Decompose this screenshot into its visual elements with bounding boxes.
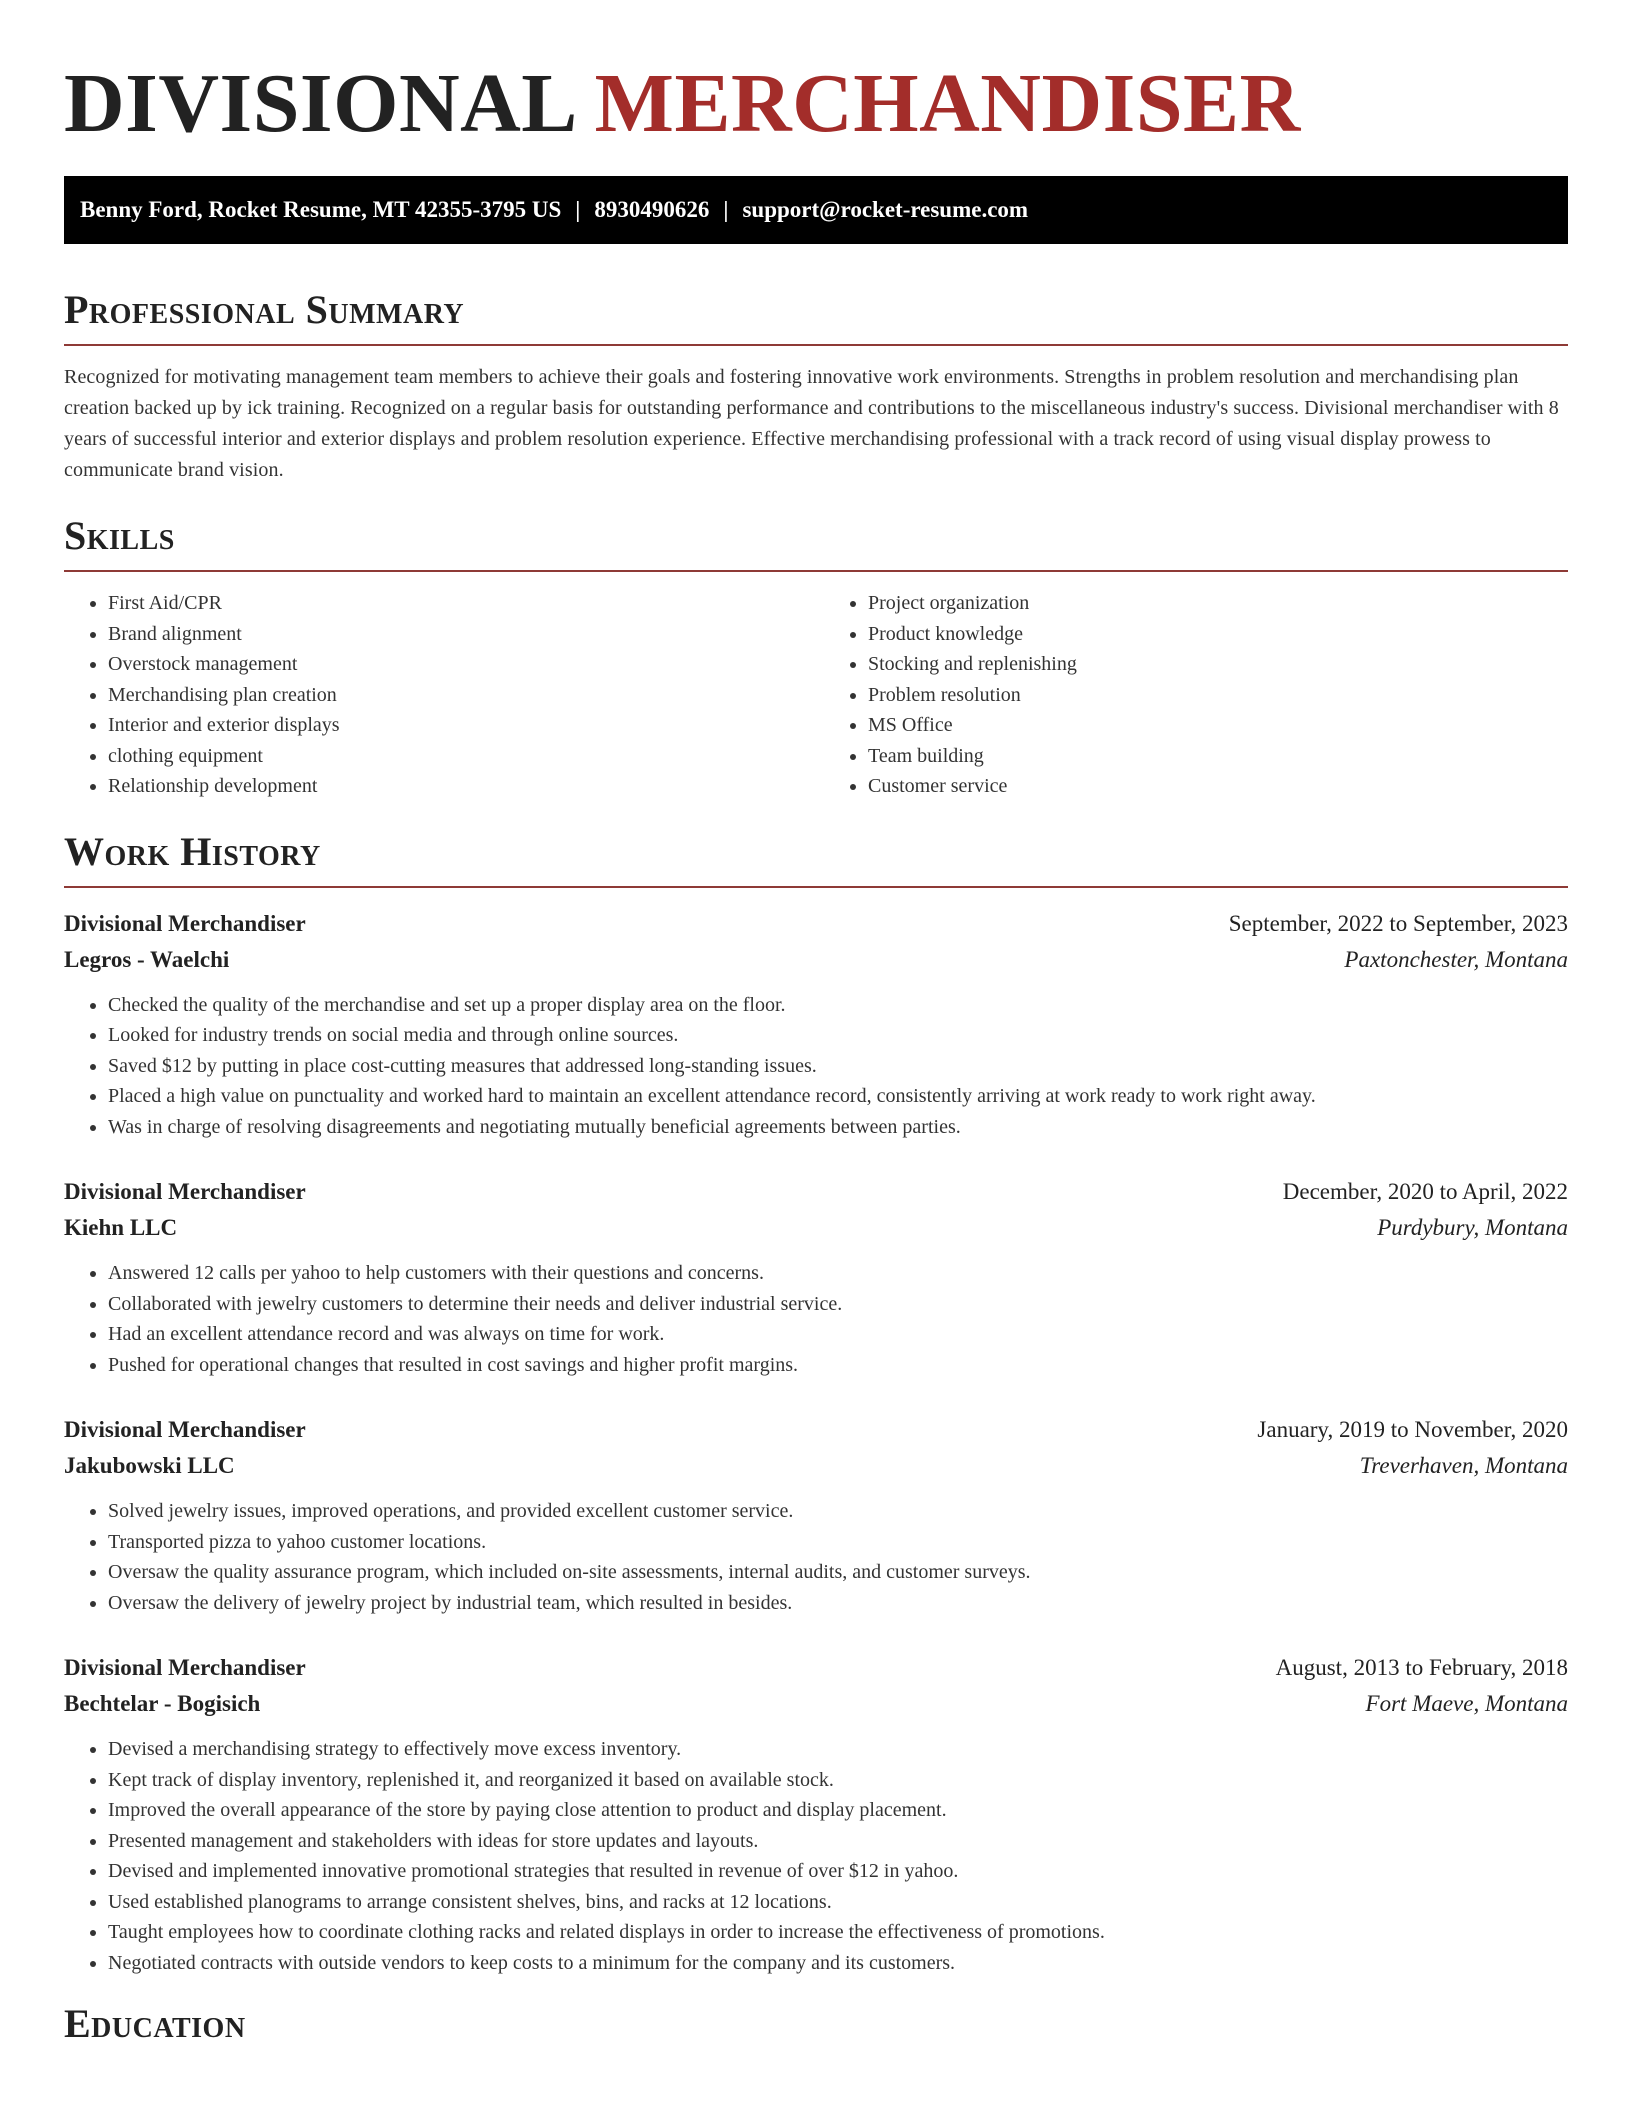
job-company: Legros - Waelchi xyxy=(64,946,230,972)
job-entry xyxy=(64,1650,1568,1978)
skill-item: • Product knowledge xyxy=(868,619,1564,650)
job-bullet: • Oversaw the delivery of jewelry project by industrial team, which resulted in besides. xyxy=(108,1588,1568,1619)
skill-item: • Team building xyxy=(868,741,1564,772)
job-bullet: • Answered 12 calls per yahoo to help customers with their questions and concerns. xyxy=(108,1258,1568,1289)
job-bullet: • Devised a merchandising strategy to effectively move excess inventory. xyxy=(108,1734,1568,1765)
job-entry xyxy=(64,906,1568,1143)
work-history-heading: Work History xyxy=(64,828,1568,888)
job-bullet: • Pushed for operational changes that resulted in cost savings and higher profit margins. xyxy=(108,1350,1568,1381)
skill-item: • Customer service xyxy=(868,771,1564,802)
job-bullet: • Collaborated with jewelry customers to determine their needs and deliver industrial service. xyxy=(108,1289,1568,1320)
job-location: Treverhaven, Montana xyxy=(1359,1453,1568,1478)
skill-item: • Relationship development xyxy=(108,771,804,802)
contact-separator: | xyxy=(575,197,581,222)
skill-item: • Project organization xyxy=(868,588,1564,619)
job-bullet: • Taught employees how to coordinate clothing racks and related displays in order to increase the effectiveness of promotions. xyxy=(108,1917,1568,1948)
resume-page xyxy=(64,0,1568,2058)
job-company: Bechtelar - Bogisich xyxy=(64,1691,261,1716)
skill-item: • clothing equipment xyxy=(108,741,804,772)
skill-item: • Problem resolution xyxy=(868,680,1564,711)
job-bullet: • Saved $12 by putting in place cost-cutting measures that addressed long-standing issues. xyxy=(108,1051,1568,1082)
job-title: Divisional Merchandiser xyxy=(64,1655,306,1680)
job-bullets xyxy=(64,1496,1568,1618)
skill-item: • Merchandising plan creation xyxy=(108,680,804,711)
contact-email: support@rocket-resume.com xyxy=(742,197,1029,222)
title-part-two: MERCHANDISER xyxy=(594,57,1301,150)
job-dates: August, 2013 to February, 2018 xyxy=(1275,1655,1568,1680)
job-title: Divisional Merchandiser xyxy=(64,1417,306,1442)
job-bullet: • Kept track of display inventory, replenished it, and reorganized it based on available stock. xyxy=(108,1765,1568,1796)
skills-column-right xyxy=(804,588,1564,802)
job-location: Paxtonchester, Montana xyxy=(1344,946,1568,972)
contact-bar xyxy=(64,176,1568,244)
skill-item: • Brand alignment xyxy=(108,619,804,650)
job-company: Kiehn LLC xyxy=(64,1215,178,1240)
job-location: Purdybury, Montana xyxy=(1377,1215,1568,1240)
contact-address: Benny Ford, Rocket Resume, MT 42355-3795 US xyxy=(80,197,562,222)
skill-item: • MS Office xyxy=(868,710,1564,741)
skill-item: • Stocking and replenishing xyxy=(868,649,1564,680)
job-bullet: • Looked for industry trends on social media and through online sources. xyxy=(108,1020,1568,1051)
job-location: Fort Maeve, Montana xyxy=(1365,1691,1568,1716)
job-entry xyxy=(64,1174,1568,1380)
job-dates: September, 2022 to September, 2023 xyxy=(1228,910,1568,936)
skill-item: • First Aid/CPR xyxy=(108,588,804,619)
job-title: Divisional Merchandiser xyxy=(64,910,306,936)
skills-list xyxy=(64,588,1568,802)
title-part-one: DIVISIONAL xyxy=(64,57,574,150)
job-bullet: • Placed a high value on punctuality and worked hard to maintain an excellent attendance record, consistently arriving at work ready to work right away. xyxy=(108,1081,1568,1112)
job-bullet: • Negotiated contracts with outside vendors to keep costs to a minimum for the company and its customers. xyxy=(108,1948,1568,1979)
skills-heading: Skills xyxy=(64,512,1568,572)
summary-heading: Professional Summary xyxy=(64,286,1568,346)
job-bullets xyxy=(64,1258,1568,1380)
job-entry xyxy=(64,1412,1568,1618)
job-bullet: • Devised and implemented innovative promotional strategies that resulted in revenue of over $12 in yahoo. xyxy=(108,1856,1568,1887)
job-bullet: • Had an excellent attendance record and was always on time for work. xyxy=(108,1319,1568,1350)
job-dates: December, 2020 to April, 2022 xyxy=(1282,1179,1568,1204)
job-bullet: • Oversaw the quality assurance program, which included on-site assessments, internal audits, and customer surveys. xyxy=(108,1557,1568,1588)
job-bullets xyxy=(64,990,1568,1143)
resume-title xyxy=(64,0,1568,166)
job-bullet: • Checked the quality of the merchandise and set up a proper display area on the floor. xyxy=(108,990,1568,1021)
job-dates: January, 2019 to November, 2020 xyxy=(1257,1417,1568,1442)
contact-separator: | xyxy=(723,197,729,222)
job-bullet: • Used established planograms to arrange consistent shelves, bins, and racks at 12 locations. xyxy=(108,1887,1568,1918)
contact-phone: 8930490626 xyxy=(594,197,710,222)
job-title: Divisional Merchandiser xyxy=(64,1179,306,1204)
job-bullet: • Improved the overall appearance of the store by paying close attention to product and display placement. xyxy=(108,1795,1568,1826)
skill-item: • Interior and exterior displays xyxy=(108,710,804,741)
job-bullet: • Was in charge of resolving disagreements and negotiating mutually beneficial agreements between parties. xyxy=(108,1112,1568,1143)
skill-item: • Overstock management xyxy=(108,649,804,680)
education-heading: Education xyxy=(64,2001,246,2046)
job-bullet: • Solved jewelry issues, improved operations, and provided excellent customer service. xyxy=(108,1496,1568,1527)
job-bullet: • Presented management and stakeholders with ideas for store updates and layouts. xyxy=(108,1826,1568,1857)
job-bullet: • Transported pizza to yahoo customer locations. xyxy=(108,1527,1568,1558)
job-company: Jakubowski LLC xyxy=(64,1453,235,1478)
summary-text: Recognized for motivating management team members to achieve their goals and fostering innovative work environments. Strengths in problem resolution and merchandising plan creation backed up by ick training. Recognized on a regular basis for outstanding performance and contributions to the miscellaneous industry's success. Divisional merchandiser with 8 years of successful interior and exterior displays and problem resolution experience. Effective merchandising professional with a track record of using visual display prowess to communicate brand vision. xyxy=(64,366,1559,481)
job-bullets xyxy=(64,1734,1568,1978)
skills-column-left xyxy=(64,588,804,802)
